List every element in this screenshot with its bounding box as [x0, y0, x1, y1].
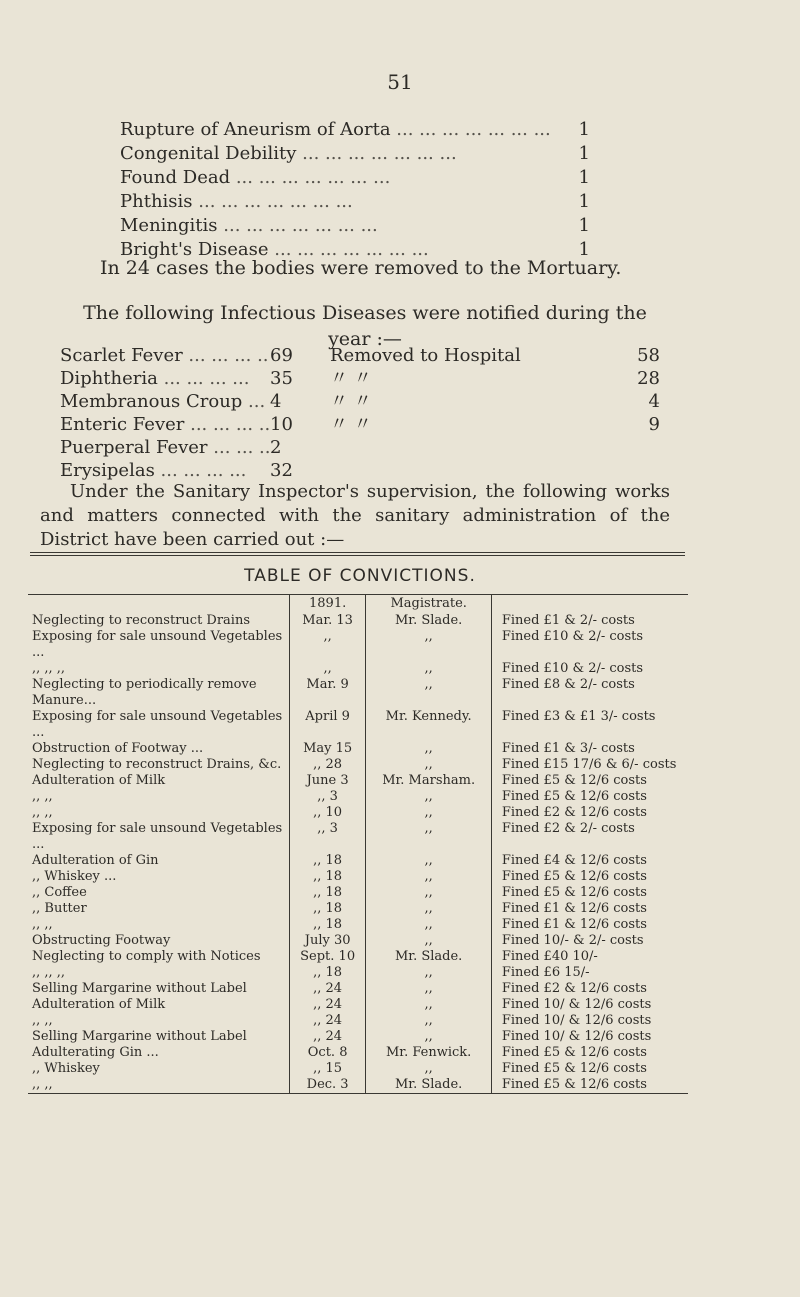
offence-cell: ,, ,, ,,: [32, 965, 66, 980]
removed-to-hospital: [310, 413, 660, 436]
fine-cell: Fined £5 & 12/6 costs: [491, 885, 688, 901]
disease-name: Puerperal Fever ... .: [60, 436, 270, 459]
disease-row: [60, 390, 660, 413]
magistrate-cell: ,,: [365, 917, 490, 933]
magistrate-cell: ,,: [365, 741, 490, 757]
cause-name: Congenital Debility ...: [120, 142, 560, 166]
magistrate-cell: ,,: [365, 965, 490, 981]
fine-cell: Fined £1 & 12/6 costs: [491, 917, 688, 933]
date-cell: ,, 18: [289, 965, 366, 981]
offence-cell: Neglecting to periodically remove Manure...: [32, 677, 257, 708]
infectious-diseases-intro: The following Infectious Diseases were notified during the year :—: [83, 302, 647, 350]
fine-cell: Fined £5 & 12/6 costs: [491, 773, 688, 789]
removed-count: 58: [637, 345, 660, 366]
cause-name: Phthisis ...: [120, 190, 560, 214]
cause-count: 1: [578, 167, 590, 188]
date-cell: Mar. 13: [289, 613, 366, 629]
disease-name: Membranous Croup ... .: [60, 390, 270, 413]
magistrate-cell: ,,: [365, 661, 490, 677]
date-cell: ,, 3: [289, 821, 366, 853]
offence-cell: ,, ,,: [32, 805, 53, 820]
fine-cell: Fined £5 & 12/6 costs: [491, 789, 688, 805]
date-cell: Dec. 3: [289, 1077, 366, 1093]
magistrate-cell: Mr. Slade.: [365, 949, 490, 965]
removed-label: 〃 〃: [330, 414, 372, 435]
table-row: [28, 757, 688, 773]
table-top-rule-double: [30, 555, 685, 556]
fine-cell: Fined £40 10/-: [491, 949, 688, 965]
offence-cell: Selling Margarine without Label: [32, 1029, 247, 1044]
date-cell: ,, 28: [289, 757, 366, 773]
magistrate-cell: ,,: [365, 805, 490, 821]
removed-label: 〃 〃: [330, 368, 372, 389]
fine-cell: Fined £6 15/-: [491, 965, 688, 981]
cause-count: 1: [578, 191, 590, 212]
table-row: [28, 1077, 688, 1093]
magistrate-cell: ,,: [365, 629, 490, 661]
removed-to-hospital: [310, 344, 660, 367]
fine-cell: Fined £10 & 2/- costs: [491, 661, 688, 677]
fine-cell: Fined £1 & 2/- costs: [491, 613, 688, 629]
offence-cell: ,, Butter: [32, 901, 87, 916]
table-row: [28, 1029, 688, 1045]
header-fine: [491, 595, 688, 613]
fine-cell: Fined £1 & 12/6 costs: [491, 901, 688, 917]
offence-cell: Obstruction of Footway ...: [32, 741, 204, 756]
date-cell: Sept. 10: [289, 949, 366, 965]
table-top-rule: [30, 552, 685, 553]
fine-cell: Fined 10/ & 12/6 costs: [491, 1029, 688, 1045]
offence-cell: Exposing for sale unsound Vegetables ...: [32, 629, 283, 660]
offence-cell: ,, ,,: [32, 1077, 53, 1092]
cause-name: Rupture of Aneurism of Aorta ...: [120, 118, 560, 142]
disease-count: 4: [270, 391, 282, 412]
magistrate-cell: ,,: [365, 981, 490, 997]
cause-name: Found Dead ...: [120, 166, 560, 190]
magistrate-cell: Mr. Fenwick.: [365, 1045, 490, 1061]
offence-cell: ,, Whiskey ...: [32, 869, 117, 884]
fine-cell: Fined £3 & £1 3/- costs: [491, 709, 688, 741]
table-row: [28, 661, 688, 677]
offence-cell: Exposing for sale unsound Vegetables ...: [32, 821, 283, 852]
removed-to-hospital: [310, 436, 660, 459]
offence-cell: Exposing for sale unsound Vegetables ...: [32, 709, 283, 740]
offence-cell: Adulterating Gin ...: [32, 1045, 159, 1060]
date-cell: ,, 3: [289, 789, 366, 805]
table-row: [28, 997, 688, 1013]
fine-cell: Fined £1 & 3/- costs: [491, 741, 688, 757]
magistrate-cell: ,,: [365, 789, 490, 805]
offence-cell: ,, ,,: [32, 917, 53, 932]
cause-count: 1: [578, 143, 590, 164]
mortuary-statement: In 24 cases the bodies were removed to the Mortuary.: [100, 257, 622, 279]
fine-cell: Fined £5 & 12/6 costs: [491, 1045, 688, 1061]
cause-row: [120, 142, 590, 166]
header-magistrate: Magistrate.: [365, 595, 490, 613]
fine-cell: Fined 10/ & 12/6 costs: [491, 997, 688, 1013]
offence-cell: Adulteration of Gin: [32, 853, 159, 868]
date-cell: ,, 18: [289, 869, 366, 885]
date-cell: April 9: [289, 709, 366, 741]
removed-count: 4: [648, 391, 660, 412]
table-row: [28, 709, 688, 741]
removed-label: [310, 459, 620, 482]
table-row: [28, 629, 688, 661]
fine-cell: Fined £2 & 12/6 costs: [491, 981, 688, 997]
cause-count: 1: [578, 215, 590, 236]
fine-cell: Fined £2 & 2/- costs: [491, 821, 688, 853]
causes-of-death-list: [120, 118, 590, 262]
disease-name: Scarlet Fever ... .: [60, 344, 270, 367]
header-offence: [28, 595, 289, 613]
date-cell: ,, 24: [289, 997, 366, 1013]
cause-name: Meningitis ...: [120, 214, 560, 238]
cause-count: 1: [578, 119, 590, 140]
cause-name: Bright's Disease ...: [120, 238, 560, 262]
magistrate-cell: Mr. Slade.: [365, 1077, 490, 1093]
disease-name: Erysipelas ... .: [60, 459, 270, 482]
offence-cell: Neglecting to reconstruct Drains: [32, 613, 251, 628]
table-row: [28, 965, 688, 981]
date-cell: Oct. 8: [289, 1045, 366, 1061]
offence-cell: Adulteration of Milk: [32, 997, 166, 1012]
disease-count: 69: [270, 345, 293, 366]
date-cell: ,, 18: [289, 901, 366, 917]
convictions-table: [28, 594, 688, 1094]
removed-label: 〃 〃: [330, 391, 372, 412]
magistrate-cell: Mr. Kennedy.: [365, 709, 490, 741]
table-row: [28, 933, 688, 949]
fine-cell: Fined £15 17/6 & 6/- costs: [491, 757, 688, 773]
magistrate-cell: ,,: [365, 853, 490, 869]
offence-cell: Selling Margarine without Label: [32, 981, 247, 996]
table-row: [28, 917, 688, 933]
disease-row: [60, 436, 660, 459]
date-cell: ,, 24: [289, 981, 366, 997]
table-row: [28, 821, 688, 853]
date-cell: ,, 18: [289, 917, 366, 933]
offence-cell: Obstructing Footway: [32, 933, 171, 948]
fine-cell: Fined 10/ & 12/6 costs: [491, 1013, 688, 1029]
fine-cell: Fined £2 & 12/6 costs: [491, 805, 688, 821]
date-cell: ,,: [289, 661, 366, 677]
date-cell: ,, 15: [289, 1061, 366, 1077]
table-row: [28, 949, 688, 965]
cause-row: [120, 190, 590, 214]
removed-label: [310, 436, 620, 459]
table-row: [28, 853, 688, 869]
fine-cell: Fined £8 & 2/- costs: [491, 677, 688, 709]
magistrate-cell: ,,: [365, 933, 490, 949]
date-cell: ,, 10: [289, 805, 366, 821]
table-row: [28, 805, 688, 821]
cause-count: 1: [578, 239, 590, 260]
date-cell: ,, 18: [289, 885, 366, 901]
removed-count: [620, 436, 660, 459]
magistrate-cell: ,,: [365, 1029, 490, 1045]
table-body: [28, 613, 688, 1094]
table-row: [28, 789, 688, 805]
table-row: [28, 677, 688, 709]
table-row: [28, 1045, 688, 1061]
removed-count: 28: [637, 368, 660, 389]
sanitary-paragraph: Under the Sanitary Inspector's supervision, the following works and matters connected with the sanitary administration of the District have been carried out :—: [40, 481, 670, 550]
offence-cell: ,, ,,: [32, 1013, 53, 1028]
table-row: [28, 1013, 688, 1029]
magistrate-cell: ,,: [365, 677, 490, 709]
table-row: [28, 741, 688, 757]
offence-cell: Neglecting to comply with Notices: [32, 949, 261, 964]
cause-row: [120, 118, 590, 142]
disease-count: 2: [270, 437, 282, 458]
removed-count: 9: [648, 414, 660, 435]
removed-label: Removed to Hospital: [330, 345, 521, 366]
magistrate-cell: ,,: [365, 1061, 490, 1077]
offence-cell: ,, Whiskey: [32, 1061, 100, 1076]
fine-cell: Fined £5 & 12/6 costs: [491, 1061, 688, 1077]
fine-cell: Fined £4 & 12/6 costs: [491, 853, 688, 869]
date-cell: June 3: [289, 773, 366, 789]
page-number: 51: [387, 70, 413, 94]
removed-to-hospital: [310, 459, 660, 482]
date-cell: May 15: [289, 741, 366, 757]
date-cell: ,, 24: [289, 1029, 366, 1045]
magistrate-cell: ,,: [365, 901, 490, 917]
disease-row: [60, 413, 660, 436]
magistrate-cell: ,,: [365, 869, 490, 885]
disease-name: Diphtheria ... .: [60, 367, 270, 390]
table-row: [28, 869, 688, 885]
table-row: [28, 613, 688, 629]
table-header: [28, 595, 688, 613]
disease-name: Enteric Fever ... .: [60, 413, 270, 436]
fine-cell: Fined £5 & 12/6 costs: [491, 869, 688, 885]
disease-count: 32: [270, 460, 293, 481]
disease-row: [60, 344, 660, 367]
removed-to-hospital: [310, 367, 660, 390]
date-cell: ,,: [289, 629, 366, 661]
offence-cell: ,, ,, ,,: [32, 661, 66, 676]
date-cell: July 30: [289, 933, 366, 949]
date-cell: ,, 18: [289, 853, 366, 869]
magistrate-cell: ,,: [365, 821, 490, 853]
table-row: [28, 1061, 688, 1077]
offence-cell: Adulteration of Milk: [32, 773, 166, 788]
offence-cell: ,, ,,: [32, 789, 53, 804]
fine-cell: Fined £5 & 12/6 costs: [491, 1077, 688, 1093]
table-row: [28, 773, 688, 789]
header-date: 1891.: [289, 595, 366, 613]
offence-cell: ,, Coffee: [32, 885, 87, 900]
table-title: TABLE OF CONVICTIONS.: [244, 566, 476, 586]
magistrate-cell: Mr. Slade.: [365, 613, 490, 629]
fine-cell: Fined 10/- & 2/- costs: [491, 933, 688, 949]
table-row: [28, 885, 688, 901]
magistrate-cell: ,,: [365, 997, 490, 1013]
date-cell: ,, 24: [289, 1013, 366, 1029]
magistrate-cell: ,,: [365, 885, 490, 901]
cause-row: [120, 214, 590, 238]
table-row: [28, 981, 688, 997]
date-cell: Mar. 9: [289, 677, 366, 709]
magistrate-cell: ,,: [365, 757, 490, 773]
fine-cell: Fined £10 & 2/- costs: [491, 629, 688, 661]
magistrate-cell: ,,: [365, 1013, 490, 1029]
disease-row: [60, 367, 660, 390]
magistrate-cell: Mr. Marsham.: [365, 773, 490, 789]
cause-row: [120, 166, 590, 190]
offence-cell: Neglecting to reconstruct Drains, &c.: [32, 757, 282, 772]
removed-count: [620, 459, 660, 482]
table-row: [28, 901, 688, 917]
disease-count: 10: [270, 414, 293, 435]
removed-to-hospital: [310, 390, 660, 413]
disease-count: 35: [270, 368, 293, 389]
infectious-diseases-table: [60, 344, 660, 482]
disease-row: [60, 459, 660, 482]
